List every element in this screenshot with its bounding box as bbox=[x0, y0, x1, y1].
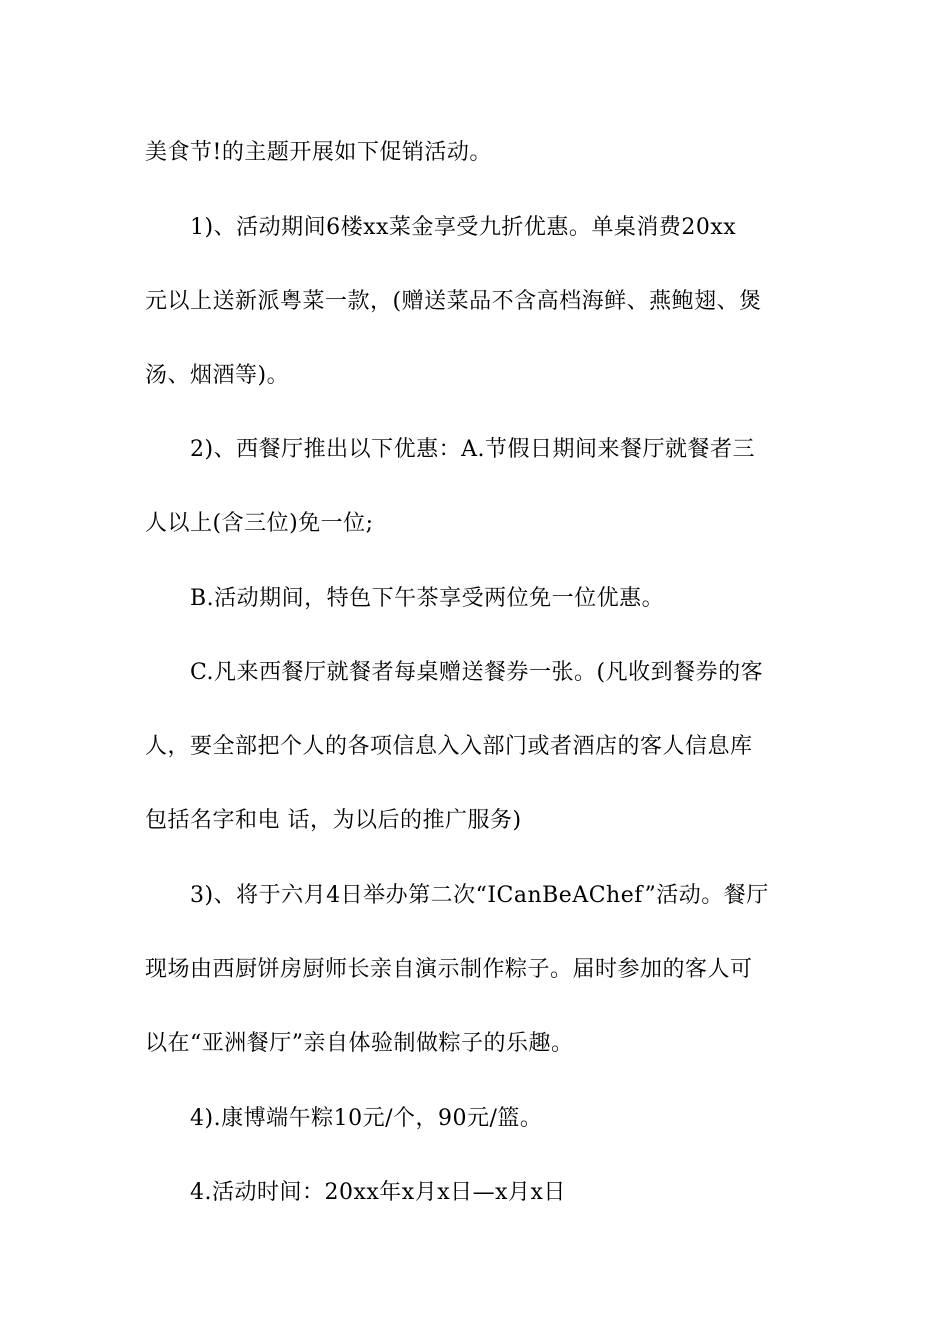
text-line-intro: 美食节!的主题开展如下促销活动。 bbox=[145, 140, 492, 165]
text-line-item-3: 3)、将于六月4日举办第二次“ICanBeAChef”活动。餐厅 bbox=[190, 883, 769, 908]
text-line-item-2c-end: 包括名字和电 话，为以后的推广服务) bbox=[145, 808, 522, 833]
text-line-item-3-end: 以在“亚洲餐厅”亲自体验制做粽子的乐趣。 bbox=[145, 1031, 574, 1056]
text-line-item-1-cont: 元以上送新派粤菜一款，(赠送菜品不含高档海鲜、燕鲍翅、煲 bbox=[145, 289, 762, 314]
text-line-item-2c: C.凡来西餐厅就餐者每桌赠送餐券一张。(凡收到餐券的客 bbox=[190, 660, 764, 685]
text-line-item-2c-cont: 人，要全部把个人的各项信息入入部门或者酒店的客人信息库 bbox=[145, 734, 753, 759]
text-line-item-2b: B.活动期间，特色下午茶享受两位免一位优惠。 bbox=[190, 586, 665, 611]
text-line-item-1-end: 汤、烟酒等)。 bbox=[145, 363, 290, 388]
text-line-item-2: 2)、西餐厅推出以下优惠：A.节假日期间来餐厅就餐者三 bbox=[190, 437, 755, 462]
text-line-item-2-cont: 人以上(含三位)免一位; bbox=[145, 511, 374, 536]
text-line-item-3-cont: 现场由西厨饼房厨师长亲自演示制作粽子。届时参加的客人可 bbox=[145, 957, 753, 982]
text-line-item-4: 4).康博端午粽10元/个，90元/篮。 bbox=[190, 1106, 543, 1131]
text-line-item-1: 1)、活动期间6楼xx菜金享受九折优惠。单桌消费20xx bbox=[190, 215, 737, 240]
text-line-activity-time: 4.活动时间：20xx年x月x日—x月x日 bbox=[190, 1180, 566, 1205]
